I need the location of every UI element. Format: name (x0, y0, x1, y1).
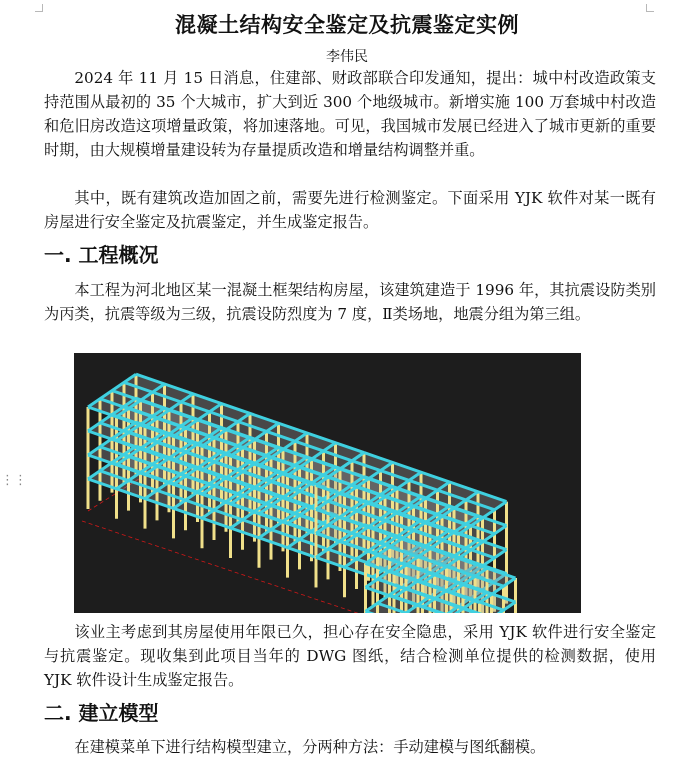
owner-concern-paragraph: 该业主考虑到其房屋使用年限已久，担心存在安全隐患，采用 YJK 软件进行安全鉴定与抗震鉴定。现收集到此项目当年的 DWG 图纸，结合检测单位提供的检测数据，使用 YJK 软件设计生成鉴定报告。 (44, 623, 656, 689)
modeling-paragraph: 在建模菜单下进行结构模型建立，分两种方法：手动建模与图纸翻模。 (74, 738, 546, 756)
3d-frame-model-image (74, 353, 581, 613)
intro-paragraph-2: 其中，既有建筑改造加固之前，需要先进行检测鉴定。下面采用 YJK 软件对某一既有房屋进行安全鉴定及抗震鉴定，并生成鉴定报告。 (44, 189, 656, 231)
section-heading-overview: 一. 工程概况 (44, 243, 159, 267)
drag-handle-icon[interactable]: ⋮⋮ (1, 473, 27, 488)
section-heading-modeling: 二. 建立模型 (44, 701, 159, 725)
author-name: 李伟民 (326, 49, 368, 65)
document-title: 混凝土结构安全鉴定及抗震鉴定实例 (175, 12, 519, 37)
overview-paragraph: 本工程为河北地区某一混凝土框架结构房屋，该建筑建造于 1996 年，其抗震设防类别为丙类，抗震等级为三级，抗震设防烈度为 7 度，Ⅱ类场地，地震分组为第三组。 (44, 281, 656, 323)
frame-model-drawing (74, 353, 581, 613)
intro-paragraph-1: 2024 年 11 月 15 日消息，住建部、财政部联合印发通知，提出：城中村改造政策支持范围从最初的 35 个大城市，扩大到近 300 个地级城市。新增实施 100 万套城中村改造和危旧房改造这项增量政策，将加速落地。可见，我国城市发展已经进入了城市更新的重要时期，由大规模增量建设转为存量提质改造和增量结构调整并重。 (44, 69, 656, 159)
